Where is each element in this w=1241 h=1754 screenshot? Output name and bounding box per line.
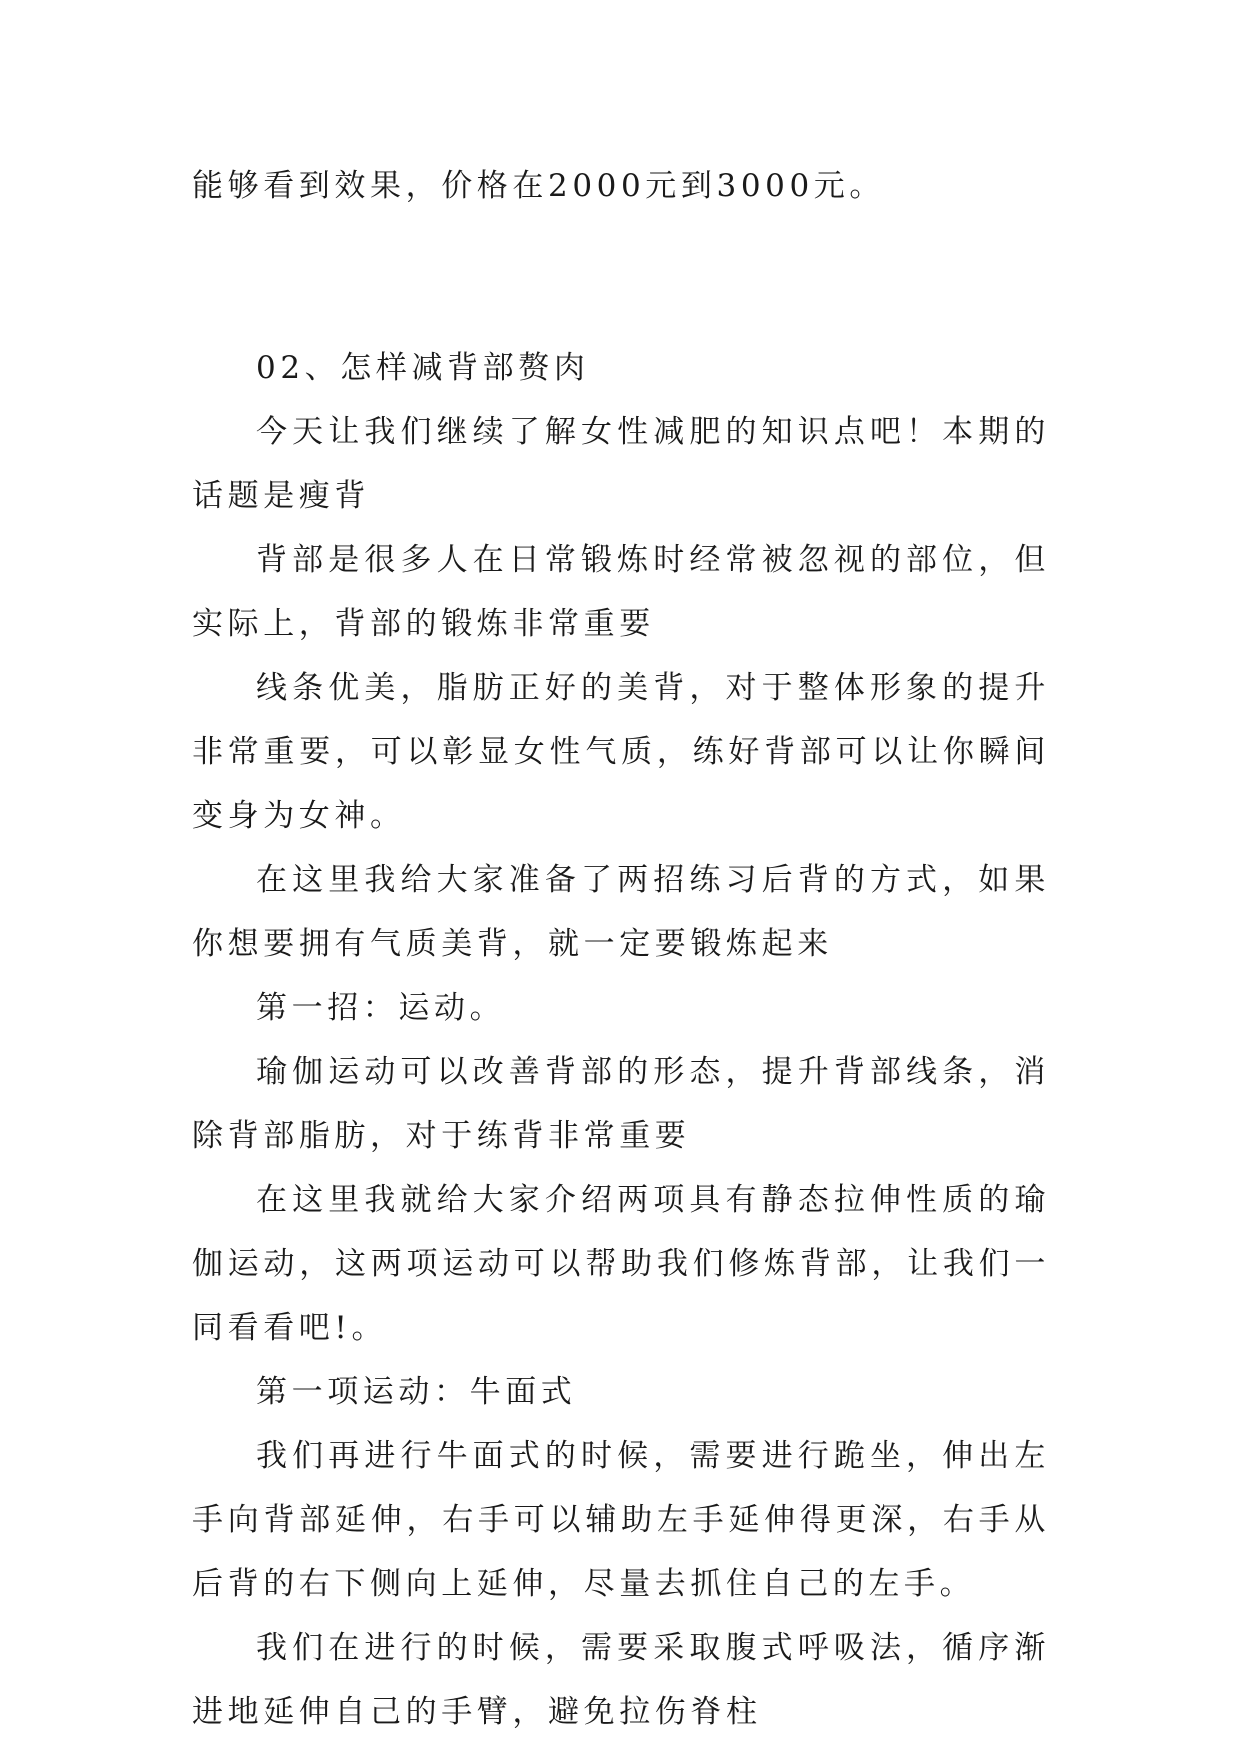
paragraph: 今天让我们继续了解女性减肥的知识点吧！本期的话题是瘦背 [192,414,1050,514]
paragraph: 在这里我就给大家介绍两项具有静态拉伸性质的瑜伽运动，这两项运动可以帮助我们修炼背部，让我们一同看看吧!。 [192,1182,1050,1346]
document-body [192,336,1050,1744]
section-heading: 02、怎样减背部赘肉 [256,350,590,386]
paragraph: 第一招：运动。 [256,990,506,1026]
paragraph: 在这里我给大家准备了两招练习后背的方式，如果你想要拥有气质美背，就一定要锻炼起来 [192,862,1050,962]
paragraph: 我们再进行牛面式的时候，需要进行跪坐，伸出左手向背部延伸，右手可以辅助左手延伸得更深，右手从后背的右下侧向上延伸，尽量去抓住自己的左手。 [192,1438,1050,1602]
continuation-line: 能够看到效果，价格在2000元到3000元。 [192,168,885,204]
paragraph: 线条优美，脂肪正好的美背，对于整体形象的提升非常重要，可以彰显女性气质，练好背部可以让你瞬间变身为女神。 [192,670,1050,834]
paragraph: 背部是很多人在日常锻炼时经常被忽视的部位，但实际上，背部的锻炼非常重要 [192,542,1050,642]
paragraph: 我们在进行的时候，需要采取腹式呼吸法，循序渐进地延伸自己的手臂，避免拉伤脊柱 [192,1630,1050,1730]
paragraph: 第一项运动：牛面式 [256,1374,577,1410]
paragraph: 瑜伽运动可以改善背部的形态，提升背部线条，消除背部脂肪，对于练背非常重要 [192,1054,1050,1154]
